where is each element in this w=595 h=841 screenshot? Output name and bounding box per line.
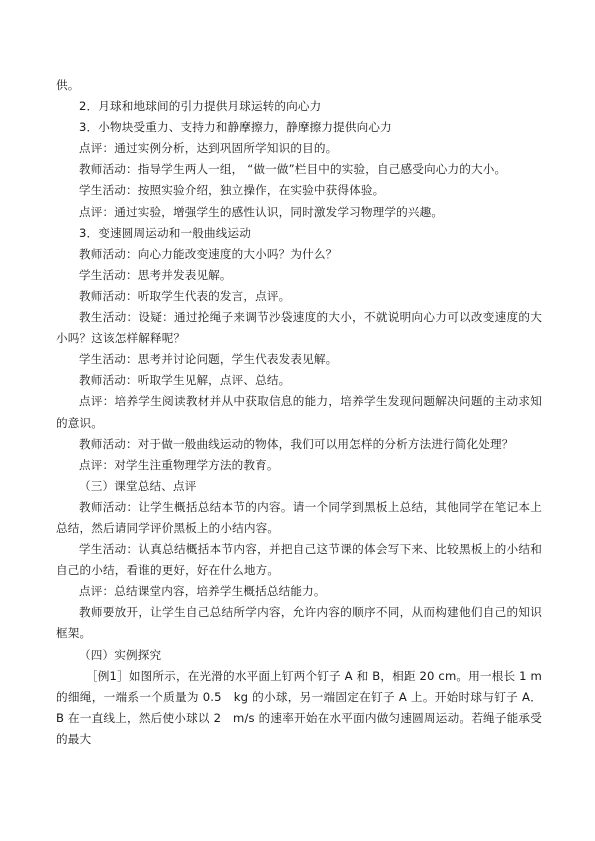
- paragraph-19: 教师活动：让学生概括总结本节的内容。请一个同学到黑板上总结，其他同学在笔记本上总结，然后请同学评价黑板上的小结内容。: [56, 499, 542, 535]
- paragraph-21: 点评：总结课堂内容，培养学生概括总结能力。: [79, 584, 326, 599]
- paragraph-3: 3．小物块受重力、支持力和静摩擦力，静摩擦力提供向心力: [79, 120, 392, 135]
- paragraph-16: 教师活动：对于做一般曲线运动的物体，我们可以用怎样的分析方法进行简化处理？: [79, 436, 514, 451]
- example-1-paragraph: ［例1］如图所示，在光滑的水平面上钉两个钉子 A 和 B，相距 20 cm。用一根长 1 m 的细绳，一端系一个质量为 0.5 kg 的小球，另一端固定在钉子 A 上。开始时球与钉子 A．B 在一直线上，然后使小球以 2 m/s 的速率开始在水平面内做匀速圆周运动。若绳子能承受的最大: [56, 668, 542, 746]
- document-body: [56, 75, 542, 750]
- section-heading-examples: （四）实例探究: [79, 647, 162, 662]
- paragraph-7: 点评：通过实验，增强学生的感性认识，同时激发学习物理学的兴趣。: [79, 204, 444, 219]
- paragraph-4: 点评：通过实例分析，达到巩固所学知识的目的。: [79, 141, 338, 156]
- paragraph-14: 教师活动：听取学生见解，点评、总结。: [79, 373, 291, 388]
- paragraph-9: 教师活动：向心力能改变速度的大小吗？为什么？: [79, 246, 338, 261]
- paragraph-17: 点评：对学生注重物理学方法的教育。: [79, 457, 279, 472]
- paragraph-5: 教师活动：指导学生两人一组， “做一做”栏目中的实验，自己感受向心力的大小。: [79, 162, 507, 177]
- paragraph-12: 教生活动：设疑：通过抡绳子来调节沙袋速度的大小，不就说明向心力可以改变速度的大小吗？这该怎样解释呢？: [56, 310, 542, 346]
- paragraph-6: 学生活动：按照实验介绍，独立操作，在实验中获得体验。: [79, 183, 385, 198]
- paragraph-2: 2．月球和地球间的引力提供月球运转的向心力: [79, 99, 322, 114]
- paragraph-13: 学生活动：思考并讨论问题，学生代表发表见解。: [79, 352, 338, 367]
- paragraph-20: 学生活动：认真总结概括本节内容，并把自己这节课的体会写下来、比较黑板上的小结和自己的小结，看谁的更好，好在什么地方。: [56, 542, 542, 578]
- paragraph-22: 教师要放开，让学生自己总结所学内容，允许内容的顺序不同，从而构建他们自己的知识框架。: [56, 605, 542, 641]
- paragraph-8: 3．变速圆周运动和一般曲线运动: [79, 225, 251, 240]
- section-heading-summary: （三）课堂总结、点评: [79, 478, 197, 493]
- paragraph-1: 供。: [56, 78, 80, 92]
- paragraph-15: 点评：培养学生阅读教材并从中获取信息的能力，培养学生发现问题解决问题的主动求知的意识。: [56, 394, 542, 430]
- paragraph-11: 教师活动：听取学生代表的发言，点评。: [79, 288, 291, 303]
- paragraph-10: 学生活动：思考并发表见解。: [79, 267, 232, 282]
